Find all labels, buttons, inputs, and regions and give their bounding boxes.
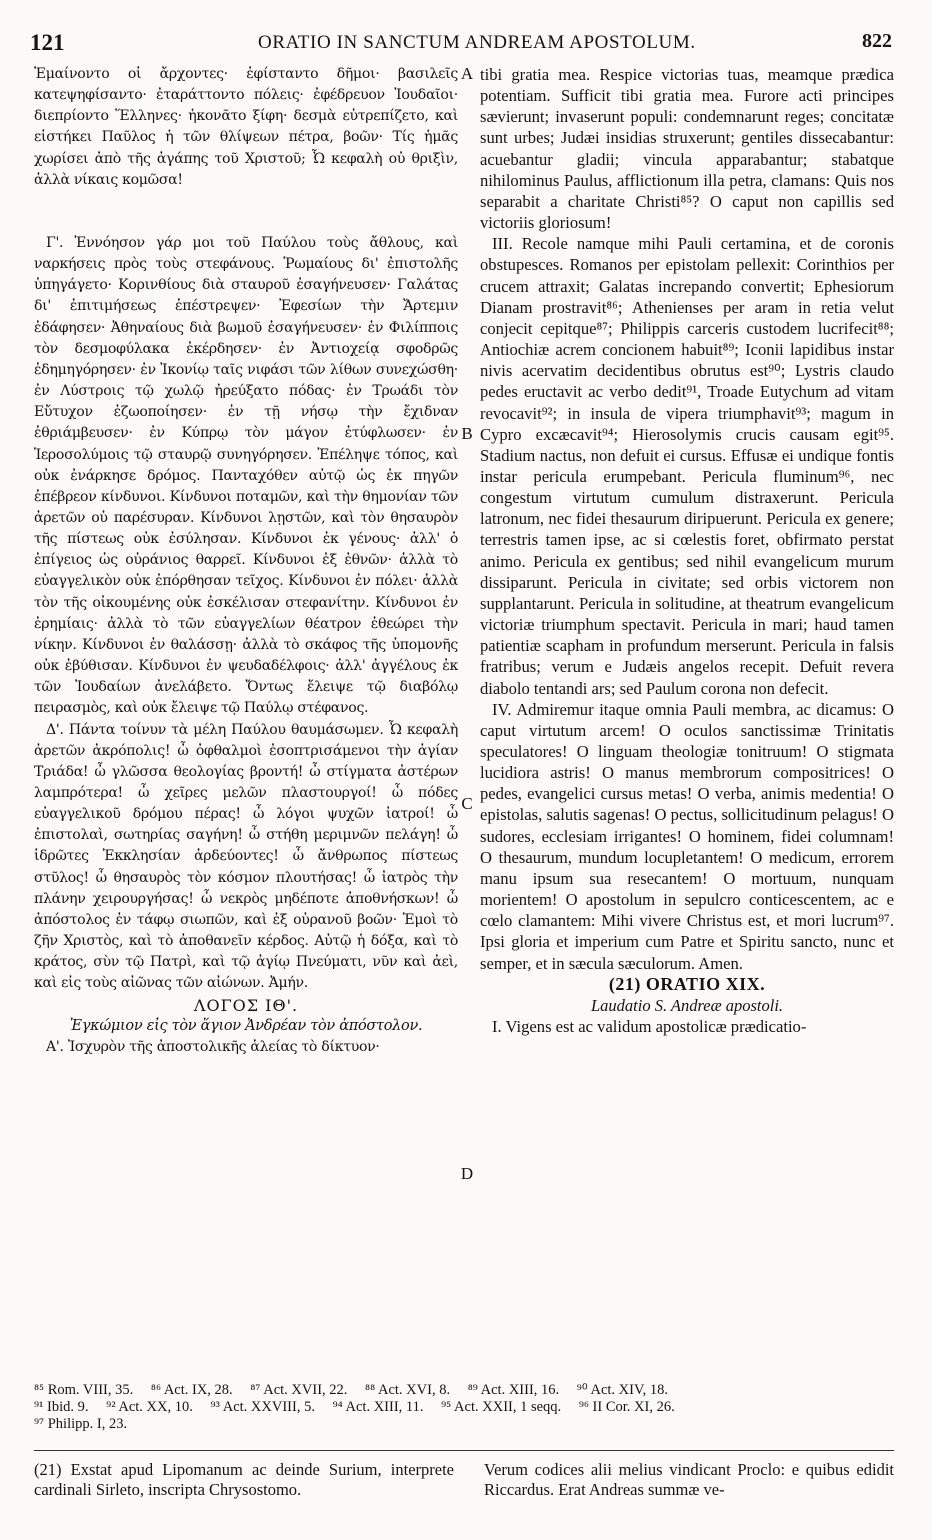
latin-column — [480, 64, 894, 1378]
footnote: ⁹¹ Ibid. 9. — [34, 1399, 89, 1415]
greek-oration-heading: ΛΟΓΟΣ ΙΘ'. — [193, 995, 299, 1015]
footnote: ⁹³ Act. XXVIII, 5. — [210, 1399, 315, 1415]
greek-paragraph-2: Γ'. Ἐννόησον γάρ μοι τοῦ Παύλου τοὺς ἄθλους, καὶ ναρκήσεις πρὸς τοὺς στεφάνους. Ῥωμαίους δι' ἐπιστολῆς ὑπηγάγετο· Κορινθίους διὰ σταυροῦ ἐσαγήνευσεν· Γαλάτας δι' ἐπιτιμήσεως ἐπέστρεψεν· Ἐφεσίων τὴν Ἄρτεμιν ἐδάφησεν· Ἀθηναίους διὰ βωμοῦ ἐσαγήνευσεν· ἐν Φιλίπποις τὸν δεσμοφύλακα ἐκέρδησεν· ἐν Ἀντιοχείᾳ σφοδρῶς ἐδημηγόρησεν· ἐν Ἰκονίῳ ταῖς νιφάσι τῶν λίθων συνεχώσθη· ἐν Λύστροις τῷ χωλῷ ἠρεύξατο πόδας· ἐν Τρωάδι τὸν Εὔτυχον ἐζωοποίησεν· ἐν τῇ νήσῳ τὴν ἔχιδναν ἐθριάμβευσεν· ἐν Κύπρῳ τὸν μάγον ἐτύφλωσεν· ἐν Ἱεροσολύμοις τῷ σταυρῷ συνηγόρησεν. Ἐπέληψε τόπος, καὶ οὐκ ἐνάρκησε δρόμος. Πανταχόθεν αὐτῷ ὡς ἐκ πηγῶν ἐπέβρεον κίνδυνοι. Κίνδυνοι ποταμῶν, καὶ τὴν θημονίαν τῶν ἀρετῶν οὐ παρέσυραν. Κίνδυνοι λῃστῶν, καὶ τὸν θησαυρὸν τῆς πίστεως οὐκ ἐσύλησαν. Κίνδυνοι ἐκ γένους· ἀλλ' ὁ ἐπίγειος ὡς οὐράνιος θαρρεῖ. Κίνδυνοι ἐξ ἐθνῶν· ἀλλὰ τὸ εὐαγγελικὸν οὐκ ἐπόρθησαν τεῖχος. Κίνδυνοι ἐν πόλει· ἀλλὰ τὸν τῆς οἰκουμένης οὐκ ἐσκέλισαν στεφανίτην. Κίνδυνοι ἐν ἐρημίαις· ἀλλὰ τὸ τῶν εὐαγγελίων θέατρον ἐθεώρει τὴν νίκην. Κίνδυνοι ἐν θαλάσσῃ· ἀλλὰ τὸ σκάφος τῆς ὑπομονῆς οὐκ ἐβύθισαν. Κίνδυνοι ἐν ψευδαδέλφοις· ἀλλ' ἀγγέλους ἐκ τῶν Ἰουδαίων ἀνελάβετο. Ὄντως ἔλειψε τῷ διαβόλῳ πειρασμὸς, καὶ οὐκ ἔλειψε τῷ Παύλῳ στέφανος. — [34, 234, 458, 717]
greek-oration-subheading: Ἐγκώμιον εἰς τὸν ἅγιον Ἀνδρέαν τὸν ἀπόστολον. — [69, 1017, 423, 1034]
editorial-note-left — [34, 1460, 454, 1500]
footnote: ⁹⁴ Act. XIII, 11. — [332, 1399, 424, 1415]
footnote: ⁹² Act. XX, 10. — [106, 1399, 193, 1415]
latin-paragraph-3: IV. Admiremur itaque omnia Pauli membra, ac dicamus: O caput virtutum arcem! O oculos sanctissimæ Trinitatis speculatores! O linguam theologiæ tonitruum! O stigmata lucidiora astris! O manus membrorum compositrices! O pedes, evangelici cursus metas! O verba, animis medentia! O epistolas, salutis sagenas! O pectus, sollicitudinum pelagus! O sudores, ecclesiam irrigantes! O hominem, fidei columnam! O thesaurum, mundum locupletantem! O medicum, errorem manu ipsum sua resecantem! O mortuum, nunquam morientem! O apostolum in sepulcro conticescentem, ac e cœlo clamantem: Mihi vivere Christus est, et mori lucrum⁹⁷. Ipsi gloria et imperium cum Patre et Spiritu sancto, nunc et semper, et in sæcula sæculorum. Amen. — [480, 699, 894, 973]
margin-letter-c: C — [461, 794, 473, 813]
footnote: ⁹⁵ Act. XXII, 1 seqq. — [441, 1399, 562, 1415]
latin-oration-subheading: Laudatio S. Andreæ apostoli. — [590, 995, 784, 1015]
editorial-note-right-text: Verum codices alii melius vindicant Proclo: e quibus edidit Riccardus. Erat Andreas summæ ve- — [484, 1460, 894, 1499]
greek-column — [34, 64, 458, 1378]
latin-paragraph-1: tibi gratia mea. Respice victorias tuas, meamque prædica potentiam. Sufficit tibi gratia mea. Furore acti principes sævierunt; invaserunt populi: condemnarunt reges; concitatæ sunt urbes; Judæi insidias struxerunt; gentiles dissecabantur: acuebantur gladii; vincula apparabantur; stabatque nihilominus Paulus, afflictionum illa petra, clamans: Quis nos separabit a charitate Christi⁸⁵? O caput non capillis sed victoriis gloriosum! — [480, 65, 894, 233]
footnote: ⁹⁰ Act. XIV, 18. — [576, 1382, 668, 1398]
footnote: ⁸⁵ Rom. VIII, 35. — [34, 1382, 134, 1398]
page-number-left: 121 — [30, 30, 65, 55]
latin-oration-heading: (21) ORATIO XIX. — [608, 973, 766, 994]
latin-paragraph-4: I. Vigens est ac validum apostolicæ prædicatio- — [492, 1017, 807, 1037]
editorial-note-right — [484, 1460, 894, 1500]
greek-paragraph-4: Α'. Ἰσχυρὸν τῆς ἀποστολικῆς ἁλείας τὸ δίκτυον· — [46, 1038, 380, 1055]
margin-letter-d: D — [460, 1164, 474, 1183]
footnote: ⁸⁶ Act. IX, 28. — [150, 1382, 233, 1398]
latin-paragraph-2: III. Recole namque mihi Pauli certamina, et de coronis obstupesces. Romanos per epistolam pellexit: Corinthios per crucem attraxit; Galatas increpando convertit; Ephesiorum Dianam prostravit⁸⁶; Athenienses per aram in retia velut conjecit cepitque⁸⁷; Philippis carceris custodem lucrifecit⁸⁸; Antiochiæ acrem concionem habuit⁸⁹; Iconii lapidibus instar nivis acervatim decidentibus obrutus est⁹⁰; Lystris claudo pedes eructavit ac verbo dedit⁹¹, Troade Eutychum ad vitam revocavit⁹²; in insula de vipera triumphavit⁹³; magum in Cypro excæcavit⁹⁴; Hierosolymis crucis causam egit⁹⁵. Stadium nactus, non defuit ei cursus. Effusæ ei undique fontis instar pericula erumpebant. Pericula fluminum⁹⁶, nec congestum virtutum cumulum distraxerunt. Pericula latronum, nec fidei thesaurum diripuerunt. Pericula ex genere; terrestris tamen ipse, ac si cœlestis foret, obfirmato perstat animo. Pericula ex gentibus; sed nihil evangelicum murum dissiparunt. Pericula in civitate; sed orbis victorem non supplantarunt. Pericula in solitudine, at theatrum evangelicum victoriæ triumphum spectavit. Pericula in mari; haud tamen patientiæ scapham in profundum merserunt. Pericula in falsis fratribus; verum e Judæis angelos recepit. Defuit revera diabolo tentandi ars; sed Paulum corona non defecit. — [480, 234, 894, 698]
page-header — [30, 30, 892, 58]
page-number-right: 822 — [862, 30, 892, 52]
divider — [34, 1450, 894, 1451]
footnote: ⁸⁷ Act. XVII, 22. — [250, 1382, 348, 1398]
footnote: ⁹⁶ II Cor. XI, 26. — [578, 1399, 675, 1415]
footnote: ⁸⁹ Act. XIII, 16. — [467, 1382, 560, 1398]
footnote: ⁸⁸ Act. XVI, 8. — [365, 1382, 451, 1398]
editorial-note-left-text: (21) Exstat apud Lipomanum ac deinde Surium, interprete cardinali Sirleto, inscripta Chrysostomo. — [34, 1460, 454, 1499]
greek-paragraph-3: Δ'. Πάντα τοίνυν τὰ μέλη Παύλου θαυμάσωμεν. Ὦ κεφαλὴ ἀρετῶν ἀκρόπολις! ὦ ὀφθαλμοὶ ἐσοπτρισάμενοι τὴν ἁγίαν Τριάδα! ὦ γλῶσσα θεολογίας βροντή! ὦ στίγματα ἀστέρων λαμπρότερα! ὦ χεῖρες μελῶν πλαστουργοί! ὦ πόδες εὐαγγελικοῦ δρόμου πέρας! ὦ λόγοι ψυχῶν ἰατροί! ὦ ἐπιστολαὶ, σωτηρίας σαγήνη! ὦ στήθη μεριμνῶν πελάγη! ὦ ἱδρῶτες Ἐκκλησίαν ἀρδεύοντες! ὦ ἄνθρωπος πίστεως στῦλος! ὦ θησαυρὸς τὸν κόσμον πλουτήσας! ὦ ἰατρὸς τὴν πλάνην χειρουργήσας! ὦ νεκρὸς μηδέποτε ἀποθνήσκων! ὦ ἀπόστολος ἐν τάφῳ σιωπῶν, καὶ ἐξ οὐρανοῦ βοῶν· Ἐμοὶ τὸ ζῆν Χριστὸς, καὶ τὸ ἀποθανεῖν κέρδος. Αὐτῷ ἡ δόξα, καὶ τὸ κράτος, σὺν τῷ Πατρὶ, καὶ τῷ ἁγίῳ Πνεύματι, νῦν καὶ ἀεὶ, καὶ εἰς τοὺς αἰῶνας τῶν αἰώνων. Ἀμήν. — [34, 721, 458, 992]
footnotes — [34, 1382, 894, 1433]
running-title: ORATIO IN SANCTUM ANDREAM APOSTOLUM. — [258, 32, 696, 53]
margin-letter-a: A — [460, 64, 474, 83]
footnote: ⁹⁷ Philipp. I, 23. — [34, 1416, 128, 1432]
margin-letter-b: B — [461, 424, 473, 443]
greek-paragraph-1: Ἐμαίνοντο οἱ ἄρχοντες· ἐφίσταντο δῆμοι· βασιλεῖς κατεψηφίσαντο· ἐταράττοντο πόλεις· ἐφέδρευον Ἰουδαῖοι· διεπρίοντο Ἕλληνες· ἠκονᾶτο ξίφη· δεσμὰ εὐτρεπίζετο, καὶ εἱστήκει Παῦλος ἡ τῶν θλίψεων πέτρα, βοῶν· Τίς ἡμᾶς χωρίσει ἀπὸ τῆς ἀγάπης τοῦ Χριστοῦ; Ὦ κεφαλὴ οὐ θριξὶν, ἀλλὰ νίκαις κομῶσα! — [34, 66, 458, 188]
